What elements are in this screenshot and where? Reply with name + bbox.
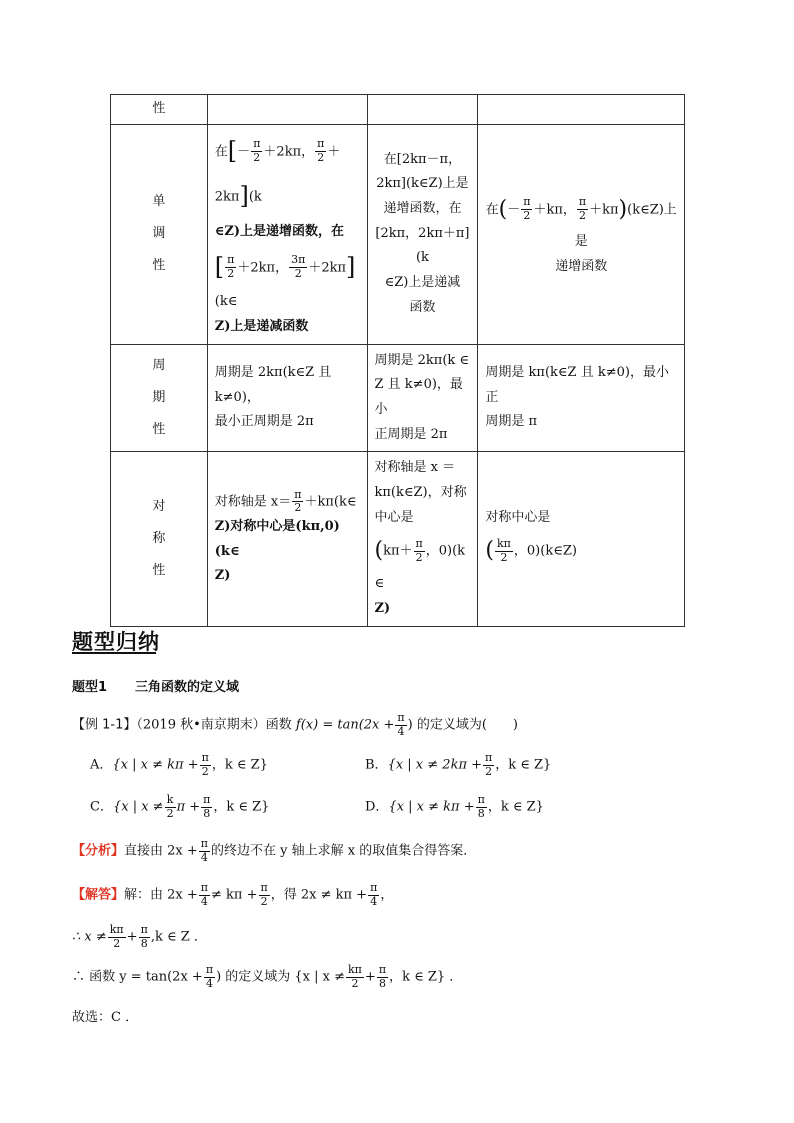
example-question: 【例 1-1】（2019 秋•南京期末）函数 f(x) = tan(2x + $\frac{\pi}{4}$ ) 的定义域为( ) <box>72 711 518 738</box>
row-label: 周 期 性 <box>111 344 208 452</box>
sin-monotonicity-cell: 在[－ $\frac{\pi}{2}$ ＋2kπ， $\frac{\pi}{2}$ ＋2kπ](k ∈Z)上是递增函数，在 [ $\frac{\pi}{2}$ ＋2kπ， $\frac{3\pi}{2}$ ＋2kπ](k∈ Z)上是递减函数 <box>207 124 367 344</box>
table-row-symmetry <box>111 452 685 626</box>
question-type-heading: 题型1 三角函数的定义域 <box>72 680 240 695</box>
trig-properties-table <box>110 94 685 627</box>
option-a[interactable]: A．{x | x ≠ kπ + $\frac{\pi}{2}$ ，k ∈ Z} <box>90 751 268 778</box>
option-c[interactable]: C．{x | x ≠ $\frac{k}{2}$ π + $\frac{\pi}{8}$ ，k ∈ Z} <box>90 793 270 820</box>
row-label: 性 <box>111 95 208 125</box>
row-label: 对 称 性 <box>111 452 208 626</box>
solution-step-2: ∴ x ≠ $\frac{k\pi}{2}$ + $\frac{\pi}{8}$ ,k ∈ Z ． <box>72 923 207 950</box>
tan-symmetry-cell: 对称中心是 ( $\frac{k\pi}{2}$ ，0)(k∈Z) <box>478 452 685 626</box>
table-row-monotonicity <box>111 124 685 344</box>
option-d[interactable]: D．{x | x ≠ kπ + $\frac{\pi}{8}$ ，k ∈ Z} <box>365 793 544 820</box>
cos-symmetry-cell: 对称轴是 x ＝ kπ(k∈Z)，对称 中心是 (kπ＋ $\frac{\pi}{2}$ ，0)(k ∈ Z) <box>367 452 478 626</box>
sin-period-cell: 周期是 2kπ(k∈Z 且 k≠0)， 最小正周期是 2π <box>207 344 367 452</box>
sin-symmetry-cell: 对称轴是 x＝ $\frac{\pi}{2}$ ＋kπ(k∈ Z)对称中心是(kπ,0)(k∈ Z) <box>207 452 367 626</box>
solution-step-3: ∴ 函数 y = tan(2x + $\frac{\pi}{4}$ ) 的定义域为 {x | x ≠ $\frac{k\pi}{2}$ + $\frac{\pi}{8}$ ，k ∈ Z} ． <box>72 963 463 990</box>
final-choice: 故选：C ． <box>72 1010 139 1025</box>
tan-monotonicity-cell: 在(－ $\frac{\pi}{2}$ ＋kπ， $\frac{\pi}{2}$ ＋kπ)(k∈Z)上是 递增函数 <box>478 124 685 344</box>
table-row-tail <box>111 95 685 125</box>
row-label: 单 调 性 <box>111 124 208 344</box>
section-title: 题型归纳 <box>72 630 160 654</box>
option-b[interactable]: B．{x | x ≠ 2kπ + $\frac{\pi}{2}$ ，k ∈ Z} <box>365 751 552 778</box>
cos-monotonicity-cell: 在[2kπ－π， 2kπ](k∈Z)上是 递增函数，在 [2kπ，2kπ＋π](k ∈Z)上是递减 函数 <box>367 124 478 344</box>
answer-line: 【解答】解：由 2x + $\frac{\pi}{4}$ ≠ kπ + $\frac{\pi}{2}$ ，得 2x ≠ kπ + $\frac{\pi}{4}$ ， <box>72 881 394 908</box>
tan-period-cell: 周期是 kπ(k∈Z 且 k≠0)，最小正 周期是 π <box>478 344 685 452</box>
table-row-period <box>111 344 685 452</box>
analysis-line: 【分析】直接由 2x + $\frac{\pi}{4}$ 的终边不在 y 轴上求解 x 的取值集合得答案． <box>72 837 477 864</box>
section-title-underline <box>72 652 156 654</box>
cos-period-cell: 周期是 2kπ(k ∈ Z 且 k≠0)，最小 正周期是 2π <box>367 344 478 452</box>
